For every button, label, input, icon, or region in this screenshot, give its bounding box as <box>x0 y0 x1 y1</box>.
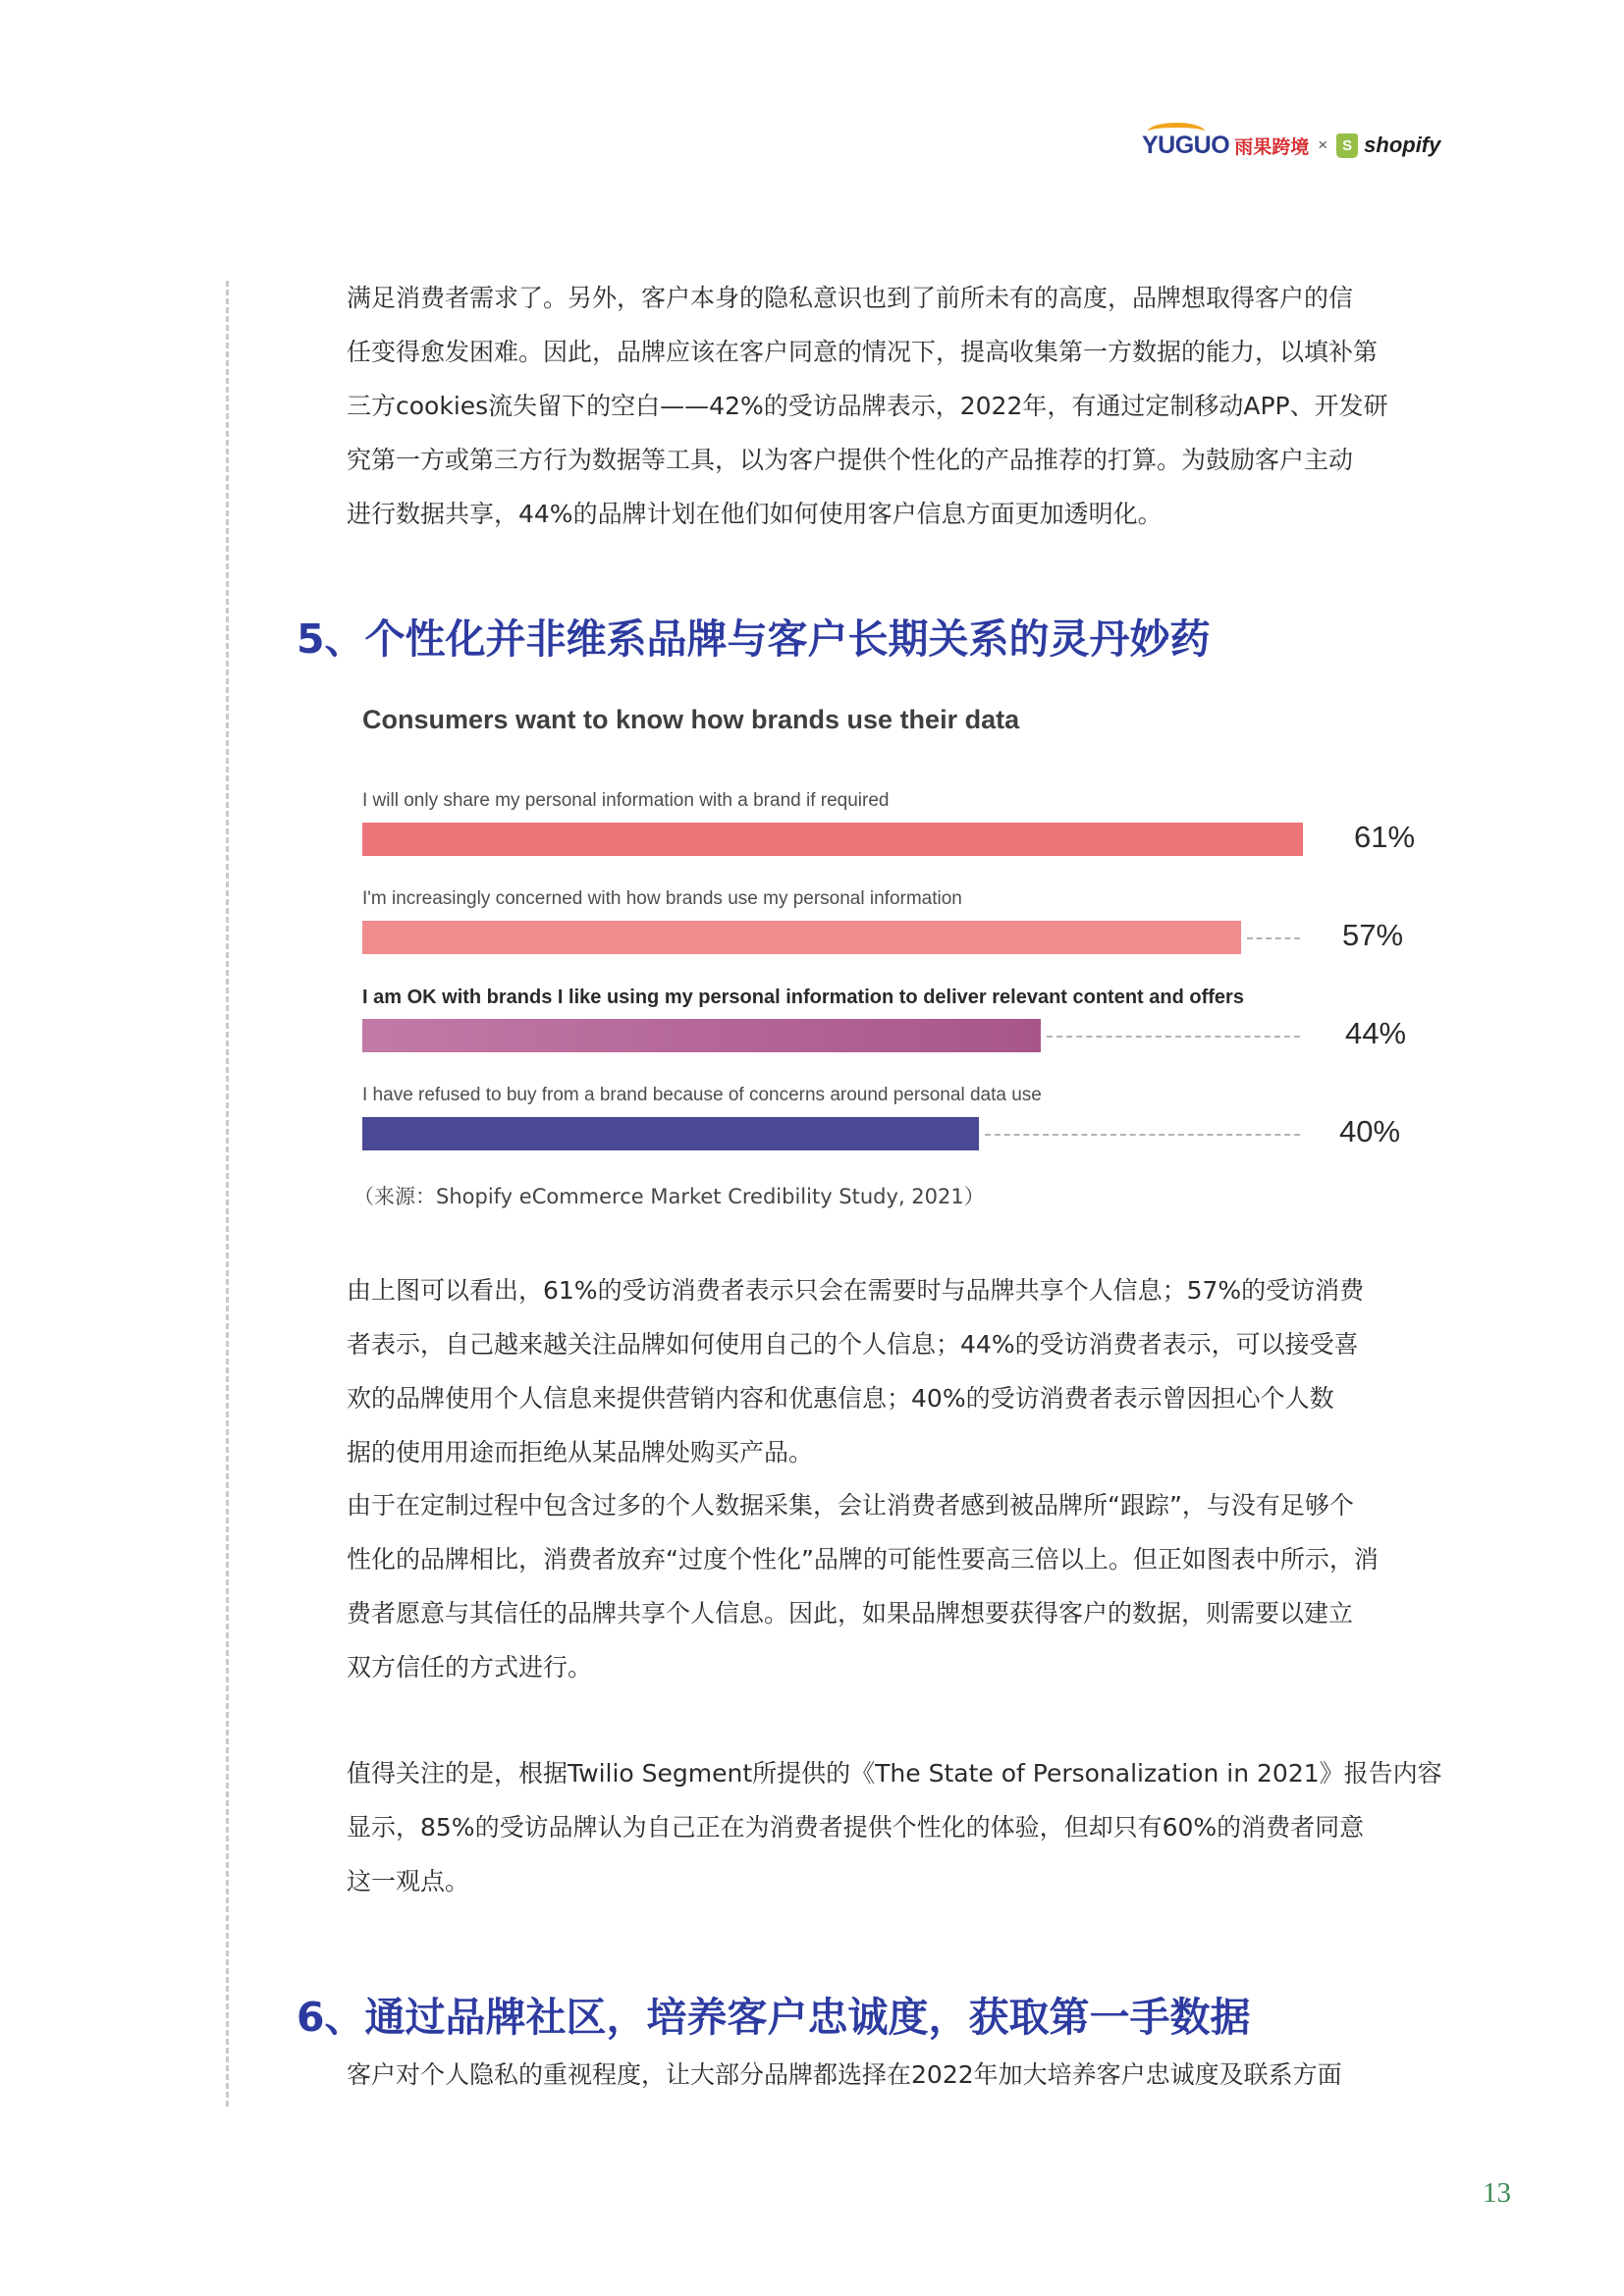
bar-label: I will only share my personal information with a brand if required <box>362 790 890 811</box>
paragraph-line: 费者愿意与其信任的品牌共享个人信息。因此，如果品牌想要获得客户的数据，则需要以建立 <box>347 1599 1354 1628</box>
paragraph-segment-report <box>347 1746 1446 1908</box>
bar-guide-line <box>1247 937 1300 939</box>
paragraph-line: 任变得愈发困难。因此，品牌应该在客户同意的情况下，提高收集第一方数据的能力，以填补第 <box>347 338 1379 366</box>
intro-paragraph <box>347 271 1446 541</box>
bar-value-label: 40% <box>1339 1114 1401 1148</box>
cross-symbol: × <box>1318 135 1328 154</box>
yuguo-brand-en: YUGUO <box>1142 131 1230 159</box>
shopify-bag-icon: S <box>1336 133 1358 158</box>
paragraph-line: 满足消费者需求了。另外，客户本身的隐私意识也到了前所未有的高度，品牌想取得客户的信 <box>347 284 1354 312</box>
margin-rule <box>226 281 229 2107</box>
paragraph-line: 由于在定制过程中包含过多的个人数据采集，会让消费者感到被品牌所“跟踪”，与没有足够个 <box>347 1491 1354 1520</box>
bar-guide-line <box>1047 1036 1300 1038</box>
paragraph-line: 客户对个人隐私的重视程度，让大部分品牌都选择在2022年加大培养客户忠诚度及联系方面 <box>347 2060 1342 2089</box>
yuguo-brand-cn: 雨果跨境 <box>1234 135 1310 158</box>
paragraph-line: 进行数据共享，44%的品牌计划在他们如何使用客户信息方面更加透明化。 <box>347 500 1163 528</box>
paragraph-line: 由上图可以看出，61%的受访消费者表示只会在需要时与品牌共享个人信息；57%的受访消费 <box>347 1276 1365 1305</box>
bar <box>362 823 1303 856</box>
bar <box>362 1019 1041 1052</box>
bar-value-label: 57% <box>1342 918 1404 952</box>
paragraph-line: 值得关注的是，根据Twilio Segment所提供的《The State of Personalization in 2021》报告内容 <box>347 1759 1442 1788</box>
bar-label: I am OK with brands I like using my personal information to deliver relevant content and offers <box>362 987 1244 1008</box>
paragraph-line: 者表示，自己越来越关注品牌如何使用自己的个人信息；44%的受访消费者表示，可以接受喜 <box>347 1330 1359 1359</box>
bar-guide-line <box>985 1134 1300 1136</box>
section-6-title: 6、通过品牌社区，培养客户忠诚度，获取第一手数据 <box>297 1994 1251 2041</box>
paragraph-line: 性化的品牌相比，消费者放弃“过度个性化”品牌的可能性要高三倍以上。但正如图表中所示，消 <box>347 1545 1379 1574</box>
paragraph-line: 三方cookies流失留下的空白——42%的受访品牌表示，2022年，有通过定制移动APP、开发研 <box>347 392 1388 420</box>
bar <box>362 921 1241 954</box>
shopify-logo-text: shopify <box>1364 133 1441 157</box>
paragraph-line: 这一观点。 <box>347 1867 470 1896</box>
yuguo-arc-icon <box>1148 123 1205 140</box>
paragraph-line: 据的使用用途而拒绝从某品牌处购买产品。 <box>347 1438 814 1467</box>
page-number: 13 <box>1483 2177 1511 2209</box>
paragraph-trust <box>347 1478 1446 1694</box>
chart-source: （来源：Shopify eCommerce Market Credibility Study, 2021） <box>353 1185 985 1208</box>
paragraph-line: 究第一方或第三方行为数据等工具，以为客户提供个性化的产品推荐的打算。为鼓励客户主动 <box>347 446 1354 474</box>
paragraph-line: 显示，85%的受访品牌认为自己正在为消费者提供个性化的体验，但却只有60%的消费者同意 <box>347 1813 1365 1842</box>
bar-value-label: 61% <box>1354 820 1416 854</box>
paragraph-line: 欢的品牌使用个人信息来提供营销内容和优惠信息；40%的受访消费者表示曾因担心个人数 <box>347 1384 1334 1413</box>
chart-title: Consumers want to know how brands use their data <box>362 705 1020 734</box>
paragraph-loyalty <box>347 2048 1446 2102</box>
bar-label: I'm increasingly concerned with how brands use my personal information <box>362 888 962 909</box>
yuguo-logo <box>1142 132 1309 160</box>
bar-value-label: 44% <box>1345 1016 1407 1050</box>
bar <box>362 1117 979 1150</box>
paragraph-analysis <box>347 1263 1446 1479</box>
header-logo <box>1142 126 1440 165</box>
paragraph-line: 双方信任的方式进行。 <box>347 1653 593 1682</box>
section-5-title: 5、个性化并非维系品牌与客户长期关系的灵丹妙药 <box>297 615 1211 663</box>
bar-label: I have refused to buy from a brand because of concerns around personal data use <box>362 1085 1042 1105</box>
